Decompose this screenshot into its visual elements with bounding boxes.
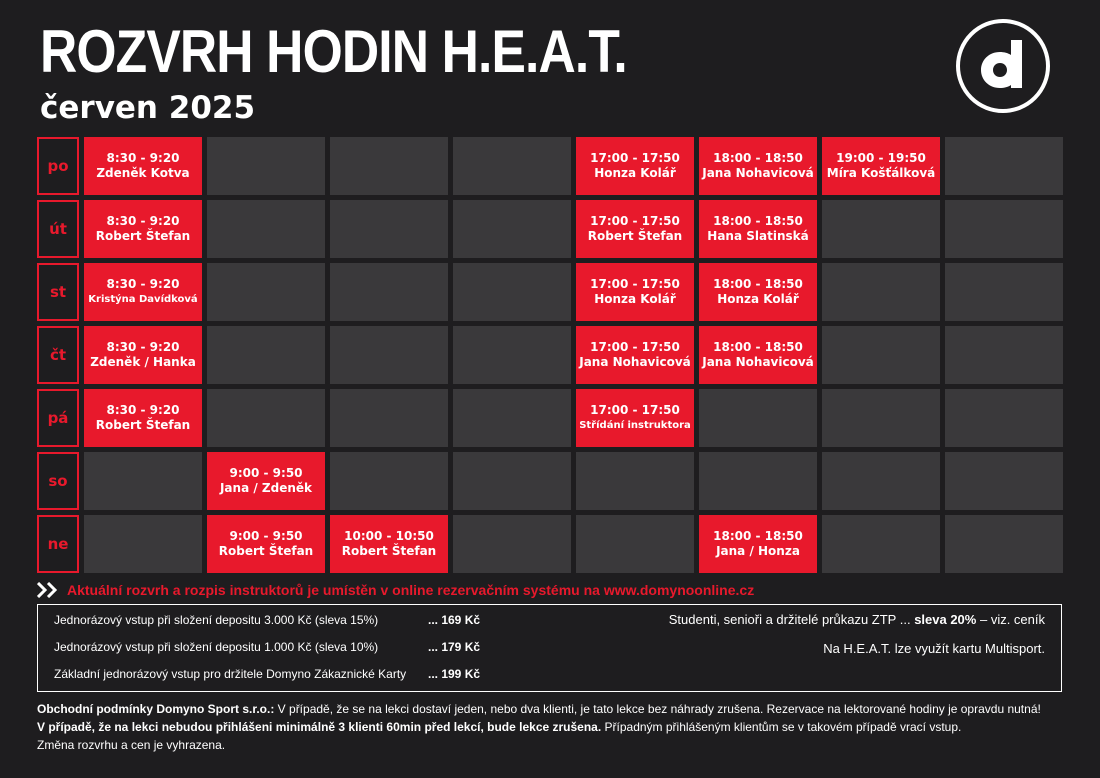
empty-slot (945, 200, 1063, 258)
lesson-time: 8:30 - 9:20 (106, 214, 180, 228)
lesson-time: 10:00 - 10:50 (344, 529, 434, 543)
lesson-instructor: Robert Štefan (218, 544, 314, 558)
price-label: Jednorázový vstup při složení depositu 3.000 Kč (sleva 15%) (54, 613, 379, 627)
empty-slot (945, 515, 1063, 573)
empty-slot (945, 389, 1063, 447)
empty-slot (576, 515, 694, 573)
empty-slot (207, 137, 325, 195)
empty-slot (453, 515, 571, 573)
empty-slot (453, 389, 571, 447)
terms-line-2-bold: V případě, že na lekci nebudou přihlášeni minimálně 3 klienti 60min před lekcí, bude lekce zrušena. (37, 720, 602, 734)
empty-slot (453, 263, 571, 321)
empty-slot (576, 452, 694, 510)
lesson-cell (207, 452, 325, 510)
lesson-cell (576, 389, 694, 447)
day-label: st (37, 263, 79, 321)
lesson-time: 19:00 - 19:50 (836, 151, 926, 165)
terms-line-2-text: Případným přihlášeným klientům se v takovém případě vrací vstup. (601, 720, 962, 734)
day-label: čt (37, 326, 79, 384)
lesson-time: 18:00 - 18:50 (713, 151, 803, 165)
page-subtitle: červen 2025 (40, 90, 256, 126)
empty-slot (453, 326, 571, 384)
lesson-instructor: Robert Štefan (341, 544, 437, 558)
lesson-cell (699, 515, 817, 573)
terms (37, 700, 1067, 754)
empty-slot (945, 263, 1063, 321)
lesson-time: 8:30 - 9:20 (106, 340, 180, 354)
price-label: Jednorázový vstup při složení depositu 1.000 Kč (sleva 10%) (54, 640, 379, 654)
terms-line-1 (37, 700, 1067, 718)
notice-text: Aktuální rozvrh a rozpis instruktorů je umístěn v online rezervačním systému na www.domynoonline.cz (67, 582, 755, 598)
price-value: ... 169 Kč (428, 613, 481, 627)
day-label: po (37, 137, 79, 195)
lesson-time: 17:00 - 17:50 (590, 403, 680, 417)
discount-bold: sleva 20% (914, 612, 977, 627)
lesson-cell (84, 326, 202, 384)
terms-line-1-bold: Obchodní podmínky Domyno Sport s.r.o.: (37, 702, 275, 716)
empty-slot (945, 137, 1063, 195)
lesson-instructor: Jana Nohavicová (702, 166, 814, 180)
empty-slot (330, 326, 448, 384)
empty-slot (822, 263, 940, 321)
day-label: pá (37, 389, 79, 447)
lesson-time: 17:00 - 17:50 (590, 214, 680, 228)
lesson-cell (207, 515, 325, 573)
lesson-time: 17:00 - 17:50 (590, 151, 680, 165)
lesson-time: 18:00 - 18:50 (713, 529, 803, 543)
schedule-grid (37, 137, 1063, 573)
empty-slot (453, 452, 571, 510)
empty-slot (822, 515, 940, 573)
price-row (54, 613, 480, 627)
lesson-instructor: Zdeněk Kotva (96, 166, 190, 180)
lesson-instructor: Hana Slatinská (707, 229, 809, 243)
empty-slot (822, 200, 940, 258)
lesson-instructor: Zdeněk / Hanka (90, 355, 196, 369)
lesson-cell (699, 200, 817, 258)
lesson-cell (330, 515, 448, 573)
lesson-instructor: Míra Košťálková (826, 166, 936, 180)
day-label: ne (37, 515, 79, 573)
price-label: Základní jednorázový vstup pro držitele Domyno Zákaznické Karty (54, 667, 407, 681)
lesson-instructor: Jana / Honza (716, 544, 800, 558)
lesson-instructor: Robert Štefan (587, 229, 683, 243)
lesson-instructor: Jana Nohavicová (579, 355, 691, 369)
empty-slot (699, 452, 817, 510)
empty-slot (330, 263, 448, 321)
terms-line-2 (37, 718, 1067, 736)
lesson-cell (576, 263, 694, 321)
empty-slot (330, 452, 448, 510)
discount-note (669, 612, 1045, 627)
page-title: ROZVRH HODIN H.E.A.T. (40, 18, 627, 85)
price-row (54, 640, 480, 654)
lesson-cell (699, 137, 817, 195)
lesson-instructor: Honza Kolář (594, 166, 676, 180)
lesson-cell (84, 389, 202, 447)
empty-slot (822, 326, 940, 384)
lesson-cell (84, 137, 202, 195)
empty-slot (207, 200, 325, 258)
lesson-time: 8:30 - 9:20 (106, 403, 180, 417)
empty-slot (330, 137, 448, 195)
day-label: út (37, 200, 79, 258)
lesson-time: 18:00 - 18:50 (713, 214, 803, 228)
lesson-time: 17:00 - 17:50 (590, 340, 680, 354)
lesson-time: 18:00 - 18:50 (713, 277, 803, 291)
terms-line-3: Změna rozvrhu a cen je vyhrazena. (37, 738, 226, 752)
lesson-instructor: Střídání instruktora (579, 420, 691, 431)
empty-slot (945, 326, 1063, 384)
lesson-instructor: Honza Kolář (594, 292, 676, 306)
empty-slot (84, 515, 202, 573)
lesson-time: 9:00 - 9:50 (229, 466, 303, 480)
empty-slot (207, 389, 325, 447)
lesson-cell (84, 200, 202, 258)
price-value: ... 199 Kč (428, 667, 481, 681)
lesson-instructor: Robert Štefan (95, 418, 191, 432)
empty-slot (699, 389, 817, 447)
lesson-instructor: Robert Štefan (95, 229, 191, 243)
lesson-cell (576, 200, 694, 258)
lesson-time: 8:30 - 9:20 (106, 151, 180, 165)
domyno-logo (955, 18, 1051, 114)
empty-slot (84, 452, 202, 510)
lesson-instructor: Honza Kolář (717, 292, 799, 306)
day-label: so (37, 452, 79, 510)
empty-slot (207, 326, 325, 384)
online-notice (37, 580, 754, 600)
terms-line-1-text: V případě, že se na lekci dostaví jeden, nebo dva klienti, je tato lekce bez náhrady zrušena. Rezervace na lektorované hodiny je opravdu nutná! (274, 702, 1041, 716)
lesson-cell (699, 326, 817, 384)
empty-slot (945, 452, 1063, 510)
lesson-cell (84, 263, 202, 321)
empty-slot (207, 263, 325, 321)
lesson-time: 18:00 - 18:50 (713, 340, 803, 354)
double-chevron-icon (37, 582, 59, 598)
empty-slot (330, 389, 448, 447)
discount-prefix: Studenti, senioři a držitelé průkazu ZTP ... (668, 612, 915, 627)
empty-slot (822, 389, 940, 447)
lesson-cell (822, 137, 940, 195)
price-value: ... 179 Kč (428, 640, 481, 654)
multisport-note: Na H.E.A.T. lze využít kartu Multisport. (823, 641, 1045, 656)
price-row (54, 667, 480, 681)
lesson-instructor: Jana Nohavicová (702, 355, 814, 369)
lesson-time: 9:00 - 9:50 (229, 529, 303, 543)
empty-slot (822, 452, 940, 510)
empty-slot (453, 200, 571, 258)
price-box (37, 604, 1062, 692)
lesson-time: 17:00 - 17:50 (590, 277, 680, 291)
empty-slot (453, 137, 571, 195)
lesson-instructor: Jana / Zdeněk (219, 481, 313, 495)
lesson-cell (576, 137, 694, 195)
empty-slot (330, 200, 448, 258)
lesson-time: 8:30 - 9:20 (106, 277, 180, 291)
lesson-cell (699, 263, 817, 321)
lesson-cell (576, 326, 694, 384)
discount-suffix: – viz. ceník (976, 612, 1045, 627)
lesson-instructor: Kristýna Davídková (88, 294, 198, 305)
